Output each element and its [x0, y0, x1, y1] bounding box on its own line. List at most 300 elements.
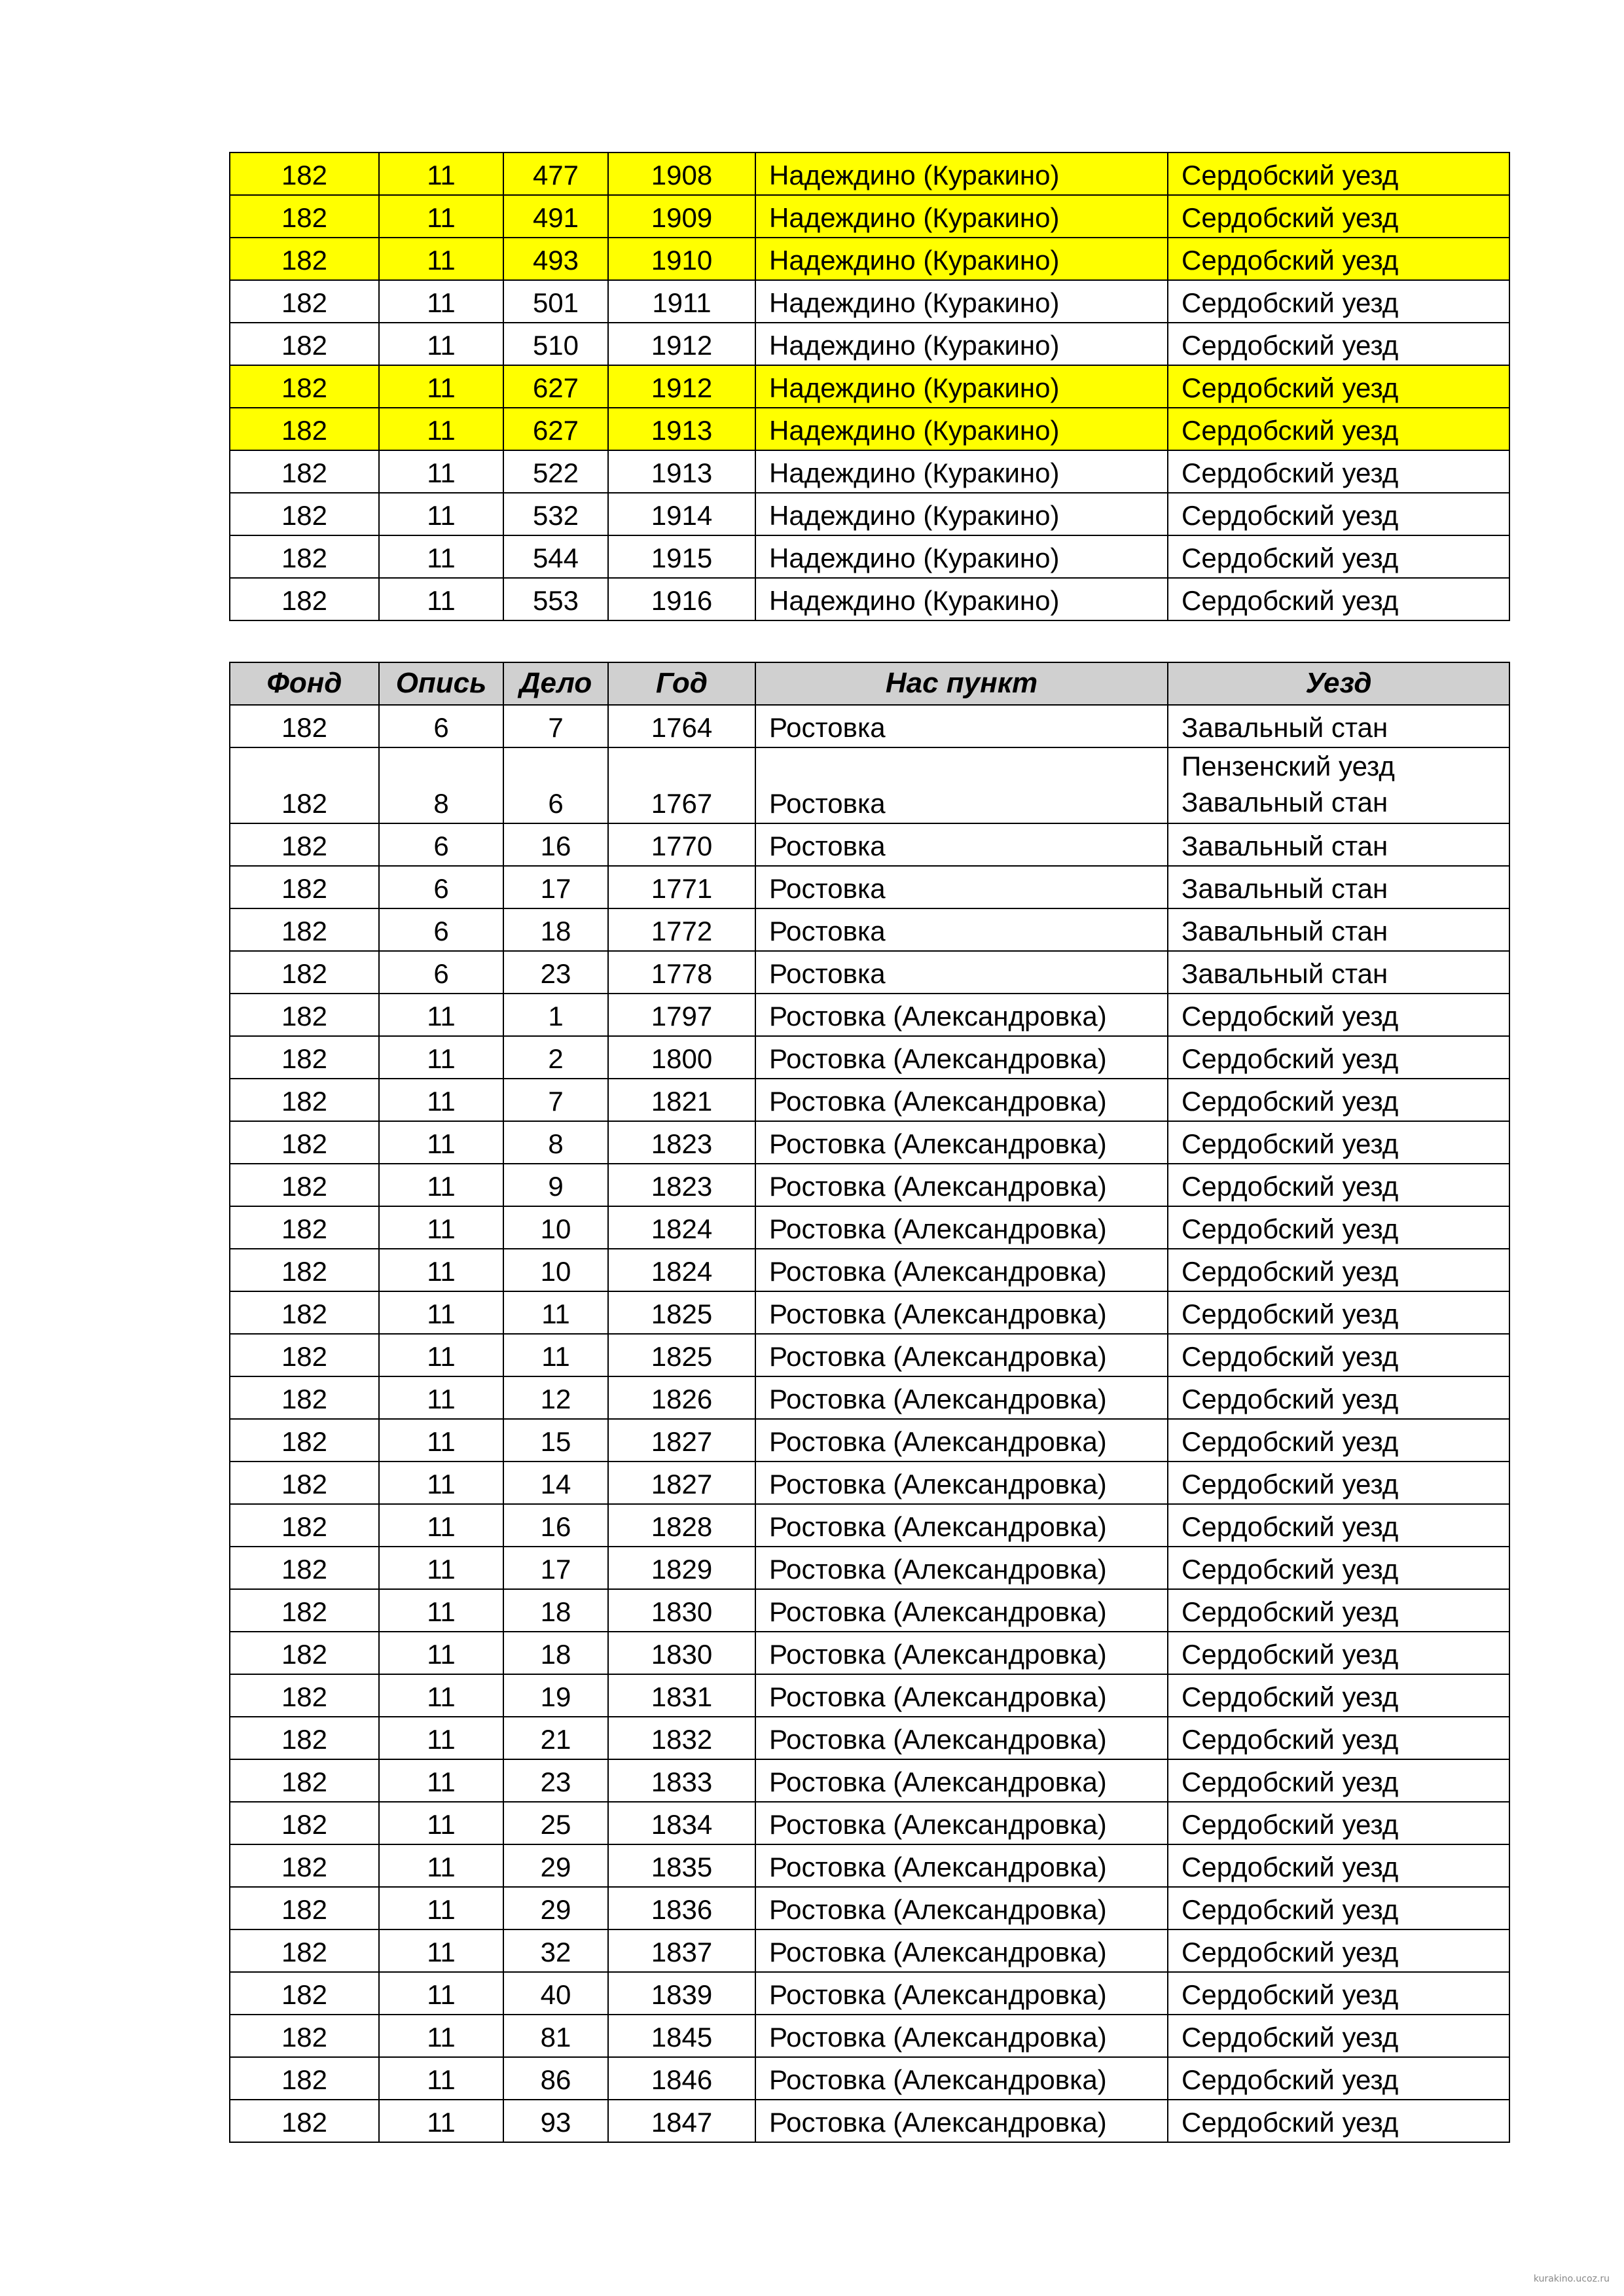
punkt-cell: Ростовка	[755, 866, 1168, 908]
table-row	[230, 1462, 1509, 1504]
delo-cell: 29	[503, 1844, 608, 1887]
fond-cell: 182	[230, 705, 379, 747]
delo-cell: 12	[503, 1376, 608, 1419]
god-cell: 1913	[608, 450, 755, 493]
fond-cell: 182	[230, 1206, 379, 1249]
delo-cell: 18	[503, 1589, 608, 1632]
table-row	[230, 1674, 1509, 1717]
opis-cell: 11	[379, 1419, 503, 1462]
opis-cell: 11	[379, 1334, 503, 1376]
punkt-cell: Ростовка (Александровка)	[755, 1759, 1168, 1802]
uezd-cell: Сердобский уезд	[1168, 994, 1509, 1036]
punkt-cell: Ростовка (Александровка)	[755, 1717, 1168, 1759]
opis-cell: 11	[379, 1462, 503, 1504]
table-row	[230, 238, 1509, 280]
opis-cell: 11	[379, 1036, 503, 1079]
opis-cell: 11	[379, 578, 503, 620]
opis-cell: 6	[379, 908, 503, 951]
punkt-cell: Ростовка (Александровка)	[755, 1164, 1168, 1206]
uezd-cell: Сердобский уезд	[1168, 1334, 1509, 1376]
uezd-cell: Сердобский уезд	[1168, 1717, 1509, 1759]
god-cell: 1824	[608, 1249, 755, 1291]
opis-cell: 11	[379, 1164, 503, 1206]
uezd-cell: Сердобский уезд	[1168, 1547, 1509, 1589]
fond-cell: 182	[230, 1929, 379, 1972]
uezd-cell: Сердобский уезд	[1168, 238, 1509, 280]
fond-cell: 182	[230, 823, 379, 866]
delo-cell: 81	[503, 2015, 608, 2057]
god-cell: 1823	[608, 1164, 755, 1206]
table-row	[230, 1759, 1509, 1802]
table-row	[230, 1844, 1509, 1887]
opis-cell: 6	[379, 823, 503, 866]
delo-cell: 23	[503, 951, 608, 994]
fond-cell: 182	[230, 866, 379, 908]
opis-cell: 11	[379, 535, 503, 578]
god-cell: 1916	[608, 578, 755, 620]
table-row	[230, 1206, 1509, 1249]
punkt-cell: Ростовка (Александровка)	[755, 1121, 1168, 1164]
god-cell: 1770	[608, 823, 755, 866]
fond-cell: 182	[230, 152, 379, 195]
god-cell: 1764	[608, 705, 755, 747]
god-cell: 1830	[608, 1589, 755, 1632]
punkt-cell: Ростовка (Александровка)	[755, 1929, 1168, 1972]
fond-cell: 182	[230, 1419, 379, 1462]
bottom-table-body	[230, 705, 1509, 2142]
god-cell: 1825	[608, 1334, 755, 1376]
god-cell: 1915	[608, 535, 755, 578]
fond-cell: 182	[230, 908, 379, 951]
uezd-cell: Сердобский уезд	[1168, 2100, 1509, 2142]
god-cell: 1772	[608, 908, 755, 951]
table-row	[230, 2100, 1509, 2142]
fond-cell: 182	[230, 493, 379, 535]
uezd-cell: Сердобский уезд	[1168, 152, 1509, 195]
fond-cell: 182	[230, 994, 379, 1036]
fond-cell: 182	[230, 1036, 379, 1079]
punkt-cell: Ростовка	[755, 747, 1168, 823]
uezd-cell: Сердобский уезд	[1168, 578, 1509, 620]
table-row	[230, 1929, 1509, 1972]
uezd-cell: Сердобский уезд	[1168, 1249, 1509, 1291]
opis-cell: 6	[379, 866, 503, 908]
fond-cell: 182	[230, 1674, 379, 1717]
fond-cell: 182	[230, 2057, 379, 2100]
delo-cell: 16	[503, 823, 608, 866]
delo-cell: 10	[503, 1249, 608, 1291]
fond-cell: 182	[230, 195, 379, 238]
table-row	[230, 1164, 1509, 1206]
punkt-cell: Надеждино (Куракино)	[755, 365, 1168, 408]
delo-cell: 21	[503, 1717, 608, 1759]
opis-cell: 11	[379, 1887, 503, 1929]
uezd-cell: Пензенский уезд Завальный стан	[1168, 747, 1509, 823]
uezd-cell: Сердобский уезд	[1168, 1291, 1509, 1334]
header-punkt: Нас пункт	[755, 662, 1168, 705]
bottom-archive-table	[229, 662, 1510, 2143]
punkt-cell: Надеждино (Куракино)	[755, 578, 1168, 620]
uezd-cell: Сердобский уезд	[1168, 1079, 1509, 1121]
uezd-cell: Сердобский уезд	[1168, 1929, 1509, 1972]
delo-cell: 14	[503, 1462, 608, 1504]
opis-cell: 11	[379, 1504, 503, 1547]
table-row	[230, 1887, 1509, 1929]
punkt-cell: Надеждино (Куракино)	[755, 280, 1168, 323]
god-cell: 1828	[608, 1504, 755, 1547]
uezd-cell: Сердобский уезд	[1168, 450, 1509, 493]
uezd-cell: Сердобский уезд	[1168, 408, 1509, 450]
fond-cell: 182	[230, 1291, 379, 1334]
uezd-cell: Сердобский уезд	[1168, 1674, 1509, 1717]
table-row	[230, 951, 1509, 994]
delo-cell: 10	[503, 1206, 608, 1249]
opis-cell: 11	[379, 1291, 503, 1334]
table-header	[230, 662, 1509, 705]
delo-cell: 1	[503, 994, 608, 1036]
uezd-cell: Сердобский уезд	[1168, 2015, 1509, 2057]
uezd-cell: Завальный стан	[1168, 866, 1509, 908]
god-cell: 1827	[608, 1462, 755, 1504]
punkt-cell: Ростовка (Александровка)	[755, 1036, 1168, 1079]
god-cell: 1826	[608, 1376, 755, 1419]
god-cell: 1914	[608, 493, 755, 535]
uezd-cell: Сердобский уезд	[1168, 365, 1509, 408]
god-cell: 1836	[608, 1887, 755, 1929]
punkt-cell: Ростовка (Александровка)	[755, 1206, 1168, 1249]
top-table-body	[230, 152, 1509, 620]
god-cell: 1830	[608, 1632, 755, 1674]
header-opis: Опись	[379, 662, 503, 705]
watermark: kurakino.ucoz.ru	[1533, 2274, 1610, 2284]
fond-cell: 182	[230, 1504, 379, 1547]
god-cell: 1832	[608, 1717, 755, 1759]
delo-cell: 18	[503, 1632, 608, 1674]
fond-cell: 182	[230, 2015, 379, 2057]
opis-cell: 11	[379, 1206, 503, 1249]
header-god: Год	[608, 662, 755, 705]
delo-cell: 9	[503, 1164, 608, 1206]
fond-cell: 182	[230, 951, 379, 994]
table-row	[230, 493, 1509, 535]
god-cell: 1821	[608, 1079, 755, 1121]
delo-cell: 553	[503, 578, 608, 620]
header-delo: Дело	[503, 662, 608, 705]
punkt-cell: Ростовка (Александровка)	[755, 1376, 1168, 1419]
uezd-cell: Завальный стан	[1168, 951, 1509, 994]
header-uezd: Уезд	[1168, 662, 1509, 705]
delo-cell: 15	[503, 1419, 608, 1462]
punkt-cell: Ростовка (Александровка)	[755, 1547, 1168, 1589]
delo-cell: 17	[503, 866, 608, 908]
god-cell: 1831	[608, 1674, 755, 1717]
god-cell: 1767	[608, 747, 755, 823]
uezd-cell: Сердобский уезд	[1168, 493, 1509, 535]
opis-cell: 11	[379, 1632, 503, 1674]
opis-cell: 11	[379, 1972, 503, 2015]
fond-cell: 182	[230, 1972, 379, 2015]
fond-cell: 182	[230, 323, 379, 365]
punkt-cell: Надеждино (Куракино)	[755, 238, 1168, 280]
punkt-cell: Ростовка (Александровка)	[755, 1291, 1168, 1334]
punkt-cell: Ростовка (Александровка)	[755, 1887, 1168, 1929]
god-cell: 1835	[608, 1844, 755, 1887]
fond-cell: 182	[230, 747, 379, 823]
delo-cell: 8	[503, 1121, 608, 1164]
punkt-cell: Ростовка (Александровка)	[755, 1589, 1168, 1632]
opis-cell: 6	[379, 951, 503, 994]
god-cell: 1771	[608, 866, 755, 908]
top-archive-table	[229, 152, 1510, 621]
opis-cell: 11	[379, 2057, 503, 2100]
uezd-cell: Сердобский уезд	[1168, 535, 1509, 578]
opis-cell: 11	[379, 408, 503, 450]
delo-cell: 491	[503, 195, 608, 238]
opis-cell: 11	[379, 1759, 503, 1802]
punkt-cell: Ростовка (Александровка)	[755, 1249, 1168, 1291]
god-cell: 1913	[608, 408, 755, 450]
opis-cell: 11	[379, 1589, 503, 1632]
uezd-cell: Сердобский уезд	[1168, 1802, 1509, 1844]
table-row	[230, 1249, 1509, 1291]
punkt-cell: Ростовка (Александровка)	[755, 1844, 1168, 1887]
delo-cell: 25	[503, 1802, 608, 1844]
god-cell: 1911	[608, 280, 755, 323]
delo-cell: 16	[503, 1504, 608, 1547]
fond-cell: 182	[230, 1249, 379, 1291]
delo-cell: 544	[503, 535, 608, 578]
table-row	[230, 535, 1509, 578]
delo-cell: 627	[503, 365, 608, 408]
table-row	[230, 1972, 1509, 2015]
fond-cell: 182	[230, 280, 379, 323]
god-cell: 1800	[608, 1036, 755, 1079]
table-row	[230, 1504, 1509, 1547]
opis-cell: 11	[379, 238, 503, 280]
delo-cell: 17	[503, 1547, 608, 1589]
god-cell: 1839	[608, 1972, 755, 2015]
punkt-cell: Ростовка	[755, 823, 1168, 866]
table-row	[230, 408, 1509, 450]
punkt-cell: Ростовка (Александровка)	[755, 1462, 1168, 1504]
god-cell: 1847	[608, 2100, 755, 2142]
delo-cell: 510	[503, 323, 608, 365]
fond-cell: 182	[230, 1164, 379, 1206]
punkt-cell: Ростовка (Александровка)	[755, 1334, 1168, 1376]
opis-cell: 11	[379, 1717, 503, 1759]
opis-cell: 11	[379, 2100, 503, 2142]
god-cell: 1833	[608, 1759, 755, 1802]
uezd-cell: Сердобский уезд	[1168, 2057, 1509, 2100]
uezd-cell: Сердобский уезд	[1168, 1632, 1509, 1674]
uezd-cell: Завальный стан	[1168, 823, 1509, 866]
table-row	[230, 747, 1509, 823]
fond-cell: 182	[230, 365, 379, 408]
fond-cell: 182	[230, 408, 379, 450]
fond-cell: 182	[230, 1844, 379, 1887]
opis-cell: 11	[379, 1376, 503, 1419]
punkt-cell: Надеждино (Куракино)	[755, 323, 1168, 365]
uezd-cell: Сердобский уезд	[1168, 1206, 1509, 1249]
table-row	[230, 152, 1509, 195]
table-row	[230, 994, 1509, 1036]
punkt-cell: Ростовка (Александровка)	[755, 994, 1168, 1036]
punkt-cell: Надеждино (Куракино)	[755, 535, 1168, 578]
uezd-cell: Сердобский уезд	[1168, 195, 1509, 238]
opis-cell: 11	[379, 1802, 503, 1844]
fond-cell: 182	[230, 1887, 379, 1929]
delo-cell: 29	[503, 1887, 608, 1929]
table-row	[230, 1717, 1509, 1759]
opis-cell: 11	[379, 2015, 503, 2057]
opis-cell: 11	[379, 365, 503, 408]
header-fond: Фонд	[230, 662, 379, 705]
opis-cell: 11	[379, 1121, 503, 1164]
opis-cell: 11	[379, 152, 503, 195]
punkt-cell: Ростовка (Александровка)	[755, 1419, 1168, 1462]
punkt-cell: Надеждино (Куракино)	[755, 195, 1168, 238]
punkt-cell: Ростовка (Александровка)	[755, 1079, 1168, 1121]
table-row	[230, 1121, 1509, 1164]
table-row	[230, 823, 1509, 866]
punkt-cell: Надеждино (Куракино)	[755, 450, 1168, 493]
fond-cell: 182	[230, 1376, 379, 1419]
delo-cell: 93	[503, 2100, 608, 2142]
god-cell: 1837	[608, 1929, 755, 1972]
punkt-cell: Ростовка (Александровка)	[755, 1674, 1168, 1717]
delo-cell: 40	[503, 1972, 608, 2015]
uezd-cell: Сердобский уезд	[1168, 1036, 1509, 1079]
uezd-cell: Сердобский уезд	[1168, 1887, 1509, 1929]
delo-cell: 522	[503, 450, 608, 493]
fond-cell: 182	[230, 1547, 379, 1589]
punkt-cell: Ростовка (Александровка)	[755, 1632, 1168, 1674]
opis-cell: 11	[379, 280, 503, 323]
god-cell: 1834	[608, 1802, 755, 1844]
god-cell: 1845	[608, 2015, 755, 2057]
punkt-cell: Ростовка (Александровка)	[755, 2057, 1168, 2100]
uezd-cell: Завальный стан	[1168, 705, 1509, 747]
table-row	[230, 1589, 1509, 1632]
fond-cell: 182	[230, 1462, 379, 1504]
delo-cell: 6	[503, 747, 608, 823]
table-row	[230, 866, 1509, 908]
punkt-cell: Надеждино (Куракино)	[755, 493, 1168, 535]
punkt-cell: Ростовка	[755, 951, 1168, 994]
table-row	[230, 1334, 1509, 1376]
fond-cell: 182	[230, 450, 379, 493]
table-row	[230, 1547, 1509, 1589]
table-row	[230, 323, 1509, 365]
uezd-cell: Сердобский уезд	[1168, 1759, 1509, 1802]
table-row	[230, 2057, 1509, 2100]
god-cell: 1823	[608, 1121, 755, 1164]
fond-cell: 182	[230, 2100, 379, 2142]
fond-cell: 182	[230, 1079, 379, 1121]
delo-cell: 501	[503, 280, 608, 323]
god-cell: 1846	[608, 2057, 755, 2100]
opis-cell: 11	[379, 450, 503, 493]
delo-cell: 7	[503, 1079, 608, 1121]
fond-cell: 182	[230, 1802, 379, 1844]
fond-cell: 182	[230, 1717, 379, 1759]
delo-cell: 532	[503, 493, 608, 535]
opis-cell: 11	[379, 1844, 503, 1887]
opis-cell: 11	[379, 1674, 503, 1717]
uezd-cell: Сердобский уезд	[1168, 1589, 1509, 1632]
table-row	[230, 1291, 1509, 1334]
god-cell: 1912	[608, 323, 755, 365]
table-row	[230, 705, 1509, 747]
punkt-cell: Ростовка (Александровка)	[755, 1504, 1168, 1547]
opis-cell: 11	[379, 493, 503, 535]
opis-cell: 11	[379, 195, 503, 238]
uezd-cell: Сердобский уезд	[1168, 1419, 1509, 1462]
table-row	[230, 1079, 1509, 1121]
table-row	[230, 365, 1509, 408]
punkt-cell: Надеждино (Куракино)	[755, 152, 1168, 195]
opis-cell: 11	[379, 994, 503, 1036]
punkt-cell: Ростовка (Александровка)	[755, 1802, 1168, 1844]
table-row	[230, 2015, 1509, 2057]
god-cell: 1778	[608, 951, 755, 994]
opis-cell: 11	[379, 1547, 503, 1589]
opis-cell: 11	[379, 1079, 503, 1121]
fond-cell: 182	[230, 1334, 379, 1376]
table-row	[230, 1419, 1509, 1462]
delo-cell: 477	[503, 152, 608, 195]
delo-cell: 493	[503, 238, 608, 280]
punkt-cell: Ростовка (Александровка)	[755, 2100, 1168, 2142]
opis-cell: 11	[379, 1929, 503, 1972]
uezd-cell: Сердобский уезд	[1168, 323, 1509, 365]
punkt-cell: Ростовка (Александровка)	[755, 1972, 1168, 2015]
god-cell: 1908	[608, 152, 755, 195]
fond-cell: 182	[230, 1589, 379, 1632]
god-cell: 1909	[608, 195, 755, 238]
god-cell: 1824	[608, 1206, 755, 1249]
god-cell: 1827	[608, 1419, 755, 1462]
uezd-cell: Сердобский уезд	[1168, 1462, 1509, 1504]
table-row	[230, 1376, 1509, 1419]
fond-cell: 182	[230, 535, 379, 578]
table-row	[230, 280, 1509, 323]
punkt-cell: Ростовка	[755, 705, 1168, 747]
uezd-cell: Сердобский уезд	[1168, 280, 1509, 323]
god-cell: 1825	[608, 1291, 755, 1334]
god-cell: 1910	[608, 238, 755, 280]
uezd-cell: Сердобский уезд	[1168, 1504, 1509, 1547]
god-cell: 1912	[608, 365, 755, 408]
delo-cell: 2	[503, 1036, 608, 1079]
delo-cell: 23	[503, 1759, 608, 1802]
table-row	[230, 1632, 1509, 1674]
punkt-cell: Ростовка (Александровка)	[755, 2015, 1168, 2057]
punkt-cell: Ростовка	[755, 908, 1168, 951]
opis-cell: 8	[379, 747, 503, 823]
delo-cell: 86	[503, 2057, 608, 2100]
delo-cell: 18	[503, 908, 608, 951]
opis-cell: 11	[379, 323, 503, 365]
punkt-cell: Надеждино (Куракино)	[755, 408, 1168, 450]
fond-cell: 182	[230, 578, 379, 620]
god-cell: 1797	[608, 994, 755, 1036]
uezd-cell: Завальный стан	[1168, 908, 1509, 951]
delo-cell: 11	[503, 1291, 608, 1334]
delo-cell: 32	[503, 1929, 608, 1972]
uezd-cell: Сердобский уезд	[1168, 1121, 1509, 1164]
table-row	[230, 195, 1509, 238]
